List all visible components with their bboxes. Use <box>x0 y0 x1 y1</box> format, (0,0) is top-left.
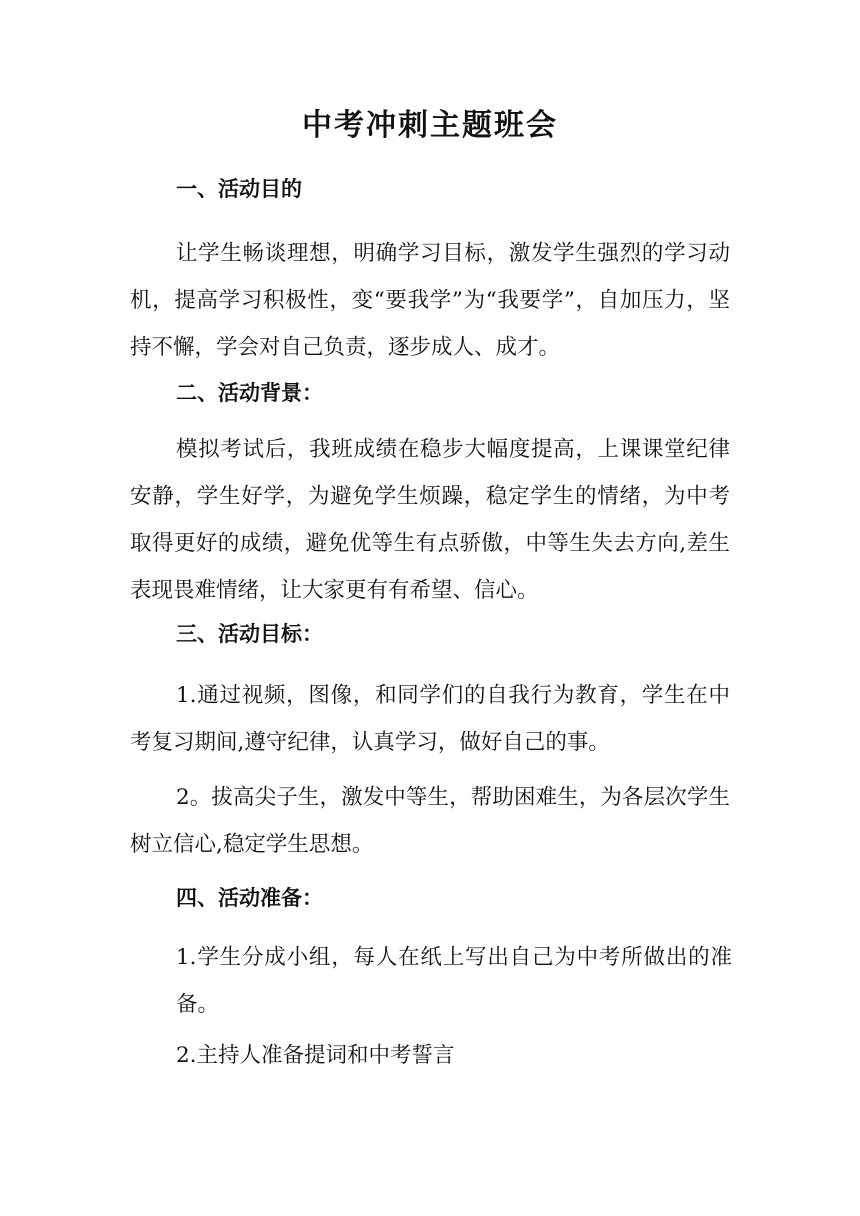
section-heading-goals: 三、活动目标： <box>176 621 323 646</box>
paragraph-goal-2: 2。拔高尖子生，激发中等生，帮助困难生，为各层次学生树立信心,稳定学生思想。 <box>130 785 730 857</box>
paragraph-background: 模拟考试后，我班成绩在稳步大幅度提高，上课课堂纪律安静，学生好学，为避免学生烦躁，稳定学生的情绪，为中考取得更好的成绩，避免优等生有点骄傲，中等生失去方向,差生表现畏难情绪，让大家更有有希望、信心。 <box>130 437 730 603</box>
list-item-preparation-1: 1.学生分成小组，每人在纸上写出自己为中考所做出的准备。 <box>176 945 732 1017</box>
section-heading-preparation: 四、活动准备： <box>176 885 323 910</box>
section-heading-purpose: 一、活动目的 <box>176 176 302 201</box>
list-item-preparation-2: 2.主持人准备提词和中考誓言 <box>176 1043 455 1068</box>
paragraph-purpose: 让学生畅谈理想，明确学习目标，激发学生强烈的学习动机，提高学习积极性，变“要我学”为“我要学”，自加压力，坚持不懈，学会对自己负责，逐步成人、成才。 <box>130 241 730 360</box>
page-title: 中考冲刺主题班会 <box>302 108 558 143</box>
section-heading-background: 二、活动背景： <box>176 380 323 405</box>
paragraph-goal-1: 1.通过视频，图像，和同学们的自我行为教育，学生在中考复习期间,遵守纪律，认真学习，做好自己的事。 <box>130 683 730 755</box>
